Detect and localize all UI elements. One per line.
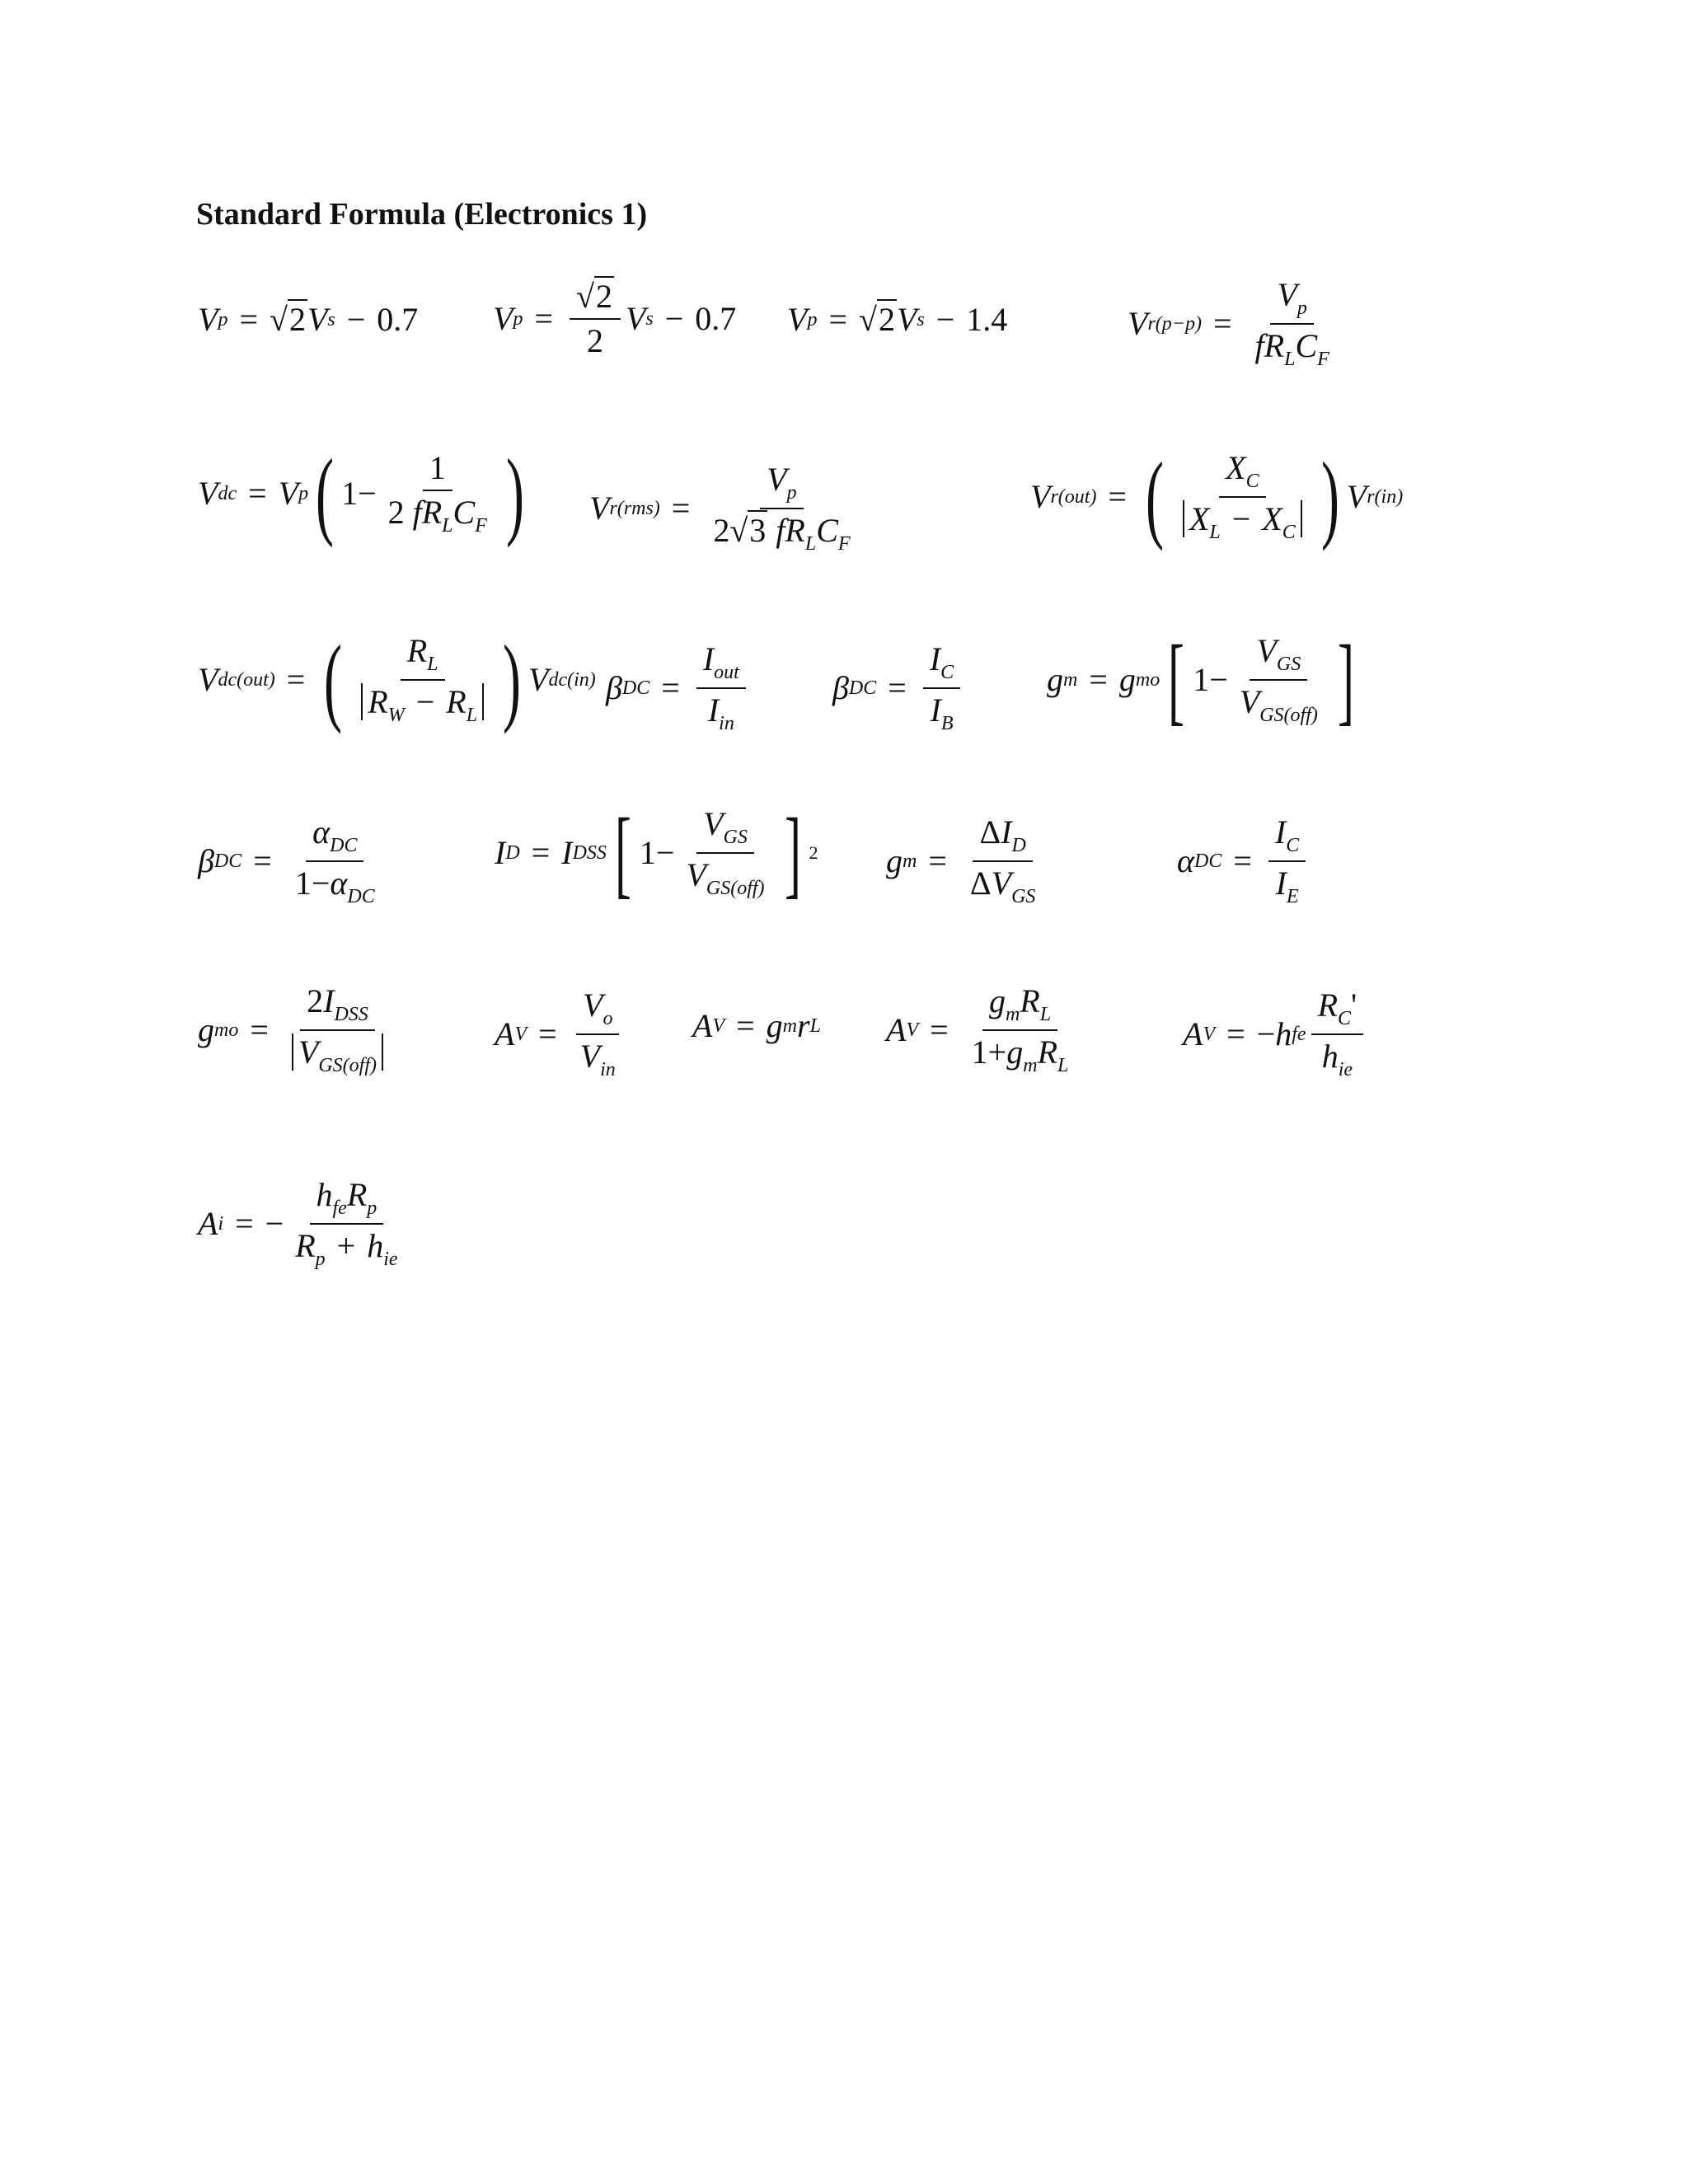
formula-ai: A i = − $\frac{h_{fe}R_p}{R_p + h_{ie}}$: [198, 1176, 398, 1270]
formula-av-follower: A V = $\frac{g_mR_L}{1+g_mR_L}$: [886, 982, 1069, 1076]
formula-vr-peak-to-peak: V r(p−p) = $\frac{V_p}{fR_LC_F}$: [1128, 276, 1329, 370]
formula-vp-bridge: V p = √2 V s − 1.4: [787, 301, 1008, 338]
formula-gm: g m = g mo [ 1− $\frac{V_{GS}}{V_{GS(off)}}$ ]: [1047, 625, 1354, 734]
formula-vdc-out: V dc(out) = ( $\frac{R_L}{R_W - R_L}$ ) V dc(in): [198, 625, 596, 734]
formula-vr-out: V r(out) = ( $\frac{X_C}{X_L - X_C}$ ) V r(in): [1030, 442, 1404, 551]
page-title: Standard Formula (Electronics 1): [196, 197, 648, 232]
formula-av-vo-vin: A V = $\frac{V_o}{V_{in}}$: [495, 989, 627, 1080]
formula-vr-rms: V r(rms) = $\frac{V_p}{2√3 fR_LC_F}$: [589, 461, 851, 555]
formula-vdc: V dc = V p ( 1− $\frac{1}{2 fR_LC_F}$ ): [198, 438, 524, 548]
formula-beta-out-in: β DC = $\frac{I_{out}}{I_{in}}$: [606, 643, 751, 733]
formula-vp-full-wave: V p = √2 V s − 0.7: [198, 301, 419, 338]
formula-id: I D = I DSS [ 1− $\frac{V_{GS}}{V_{GS(off)}}$ ] 2: [495, 798, 818, 907]
formula-vp-half-root: V p = $\frac{√2}{2}$ V s − 0.7: [493, 278, 737, 359]
formula-beta-ic-ib: β DC = $\frac{I_C}{I_B}$: [832, 643, 965, 733]
formula-beta-alpha: β DC = $\frac{\alpha_{DC}}{1-\alpha_{DC}}$: [198, 813, 375, 907]
formula-gm-delta: g m = $\frac{\Delta I_D}{\Delta V_{GS}}$: [886, 813, 1036, 907]
formula-av-gm-rl: A V = g m r L: [692, 1007, 821, 1044]
formula-alpha-dc: α DC = $\frac{I_C}{I_E}$: [1177, 816, 1311, 907]
formula-av-hparam: A V = − h fe $\frac{R_C'}{h_{ie}}$: [1183, 989, 1368, 1080]
formula-gmo: g mo = $\frac{2I_{DSS}}{V_{GS(off)}}$: [198, 985, 395, 1076]
